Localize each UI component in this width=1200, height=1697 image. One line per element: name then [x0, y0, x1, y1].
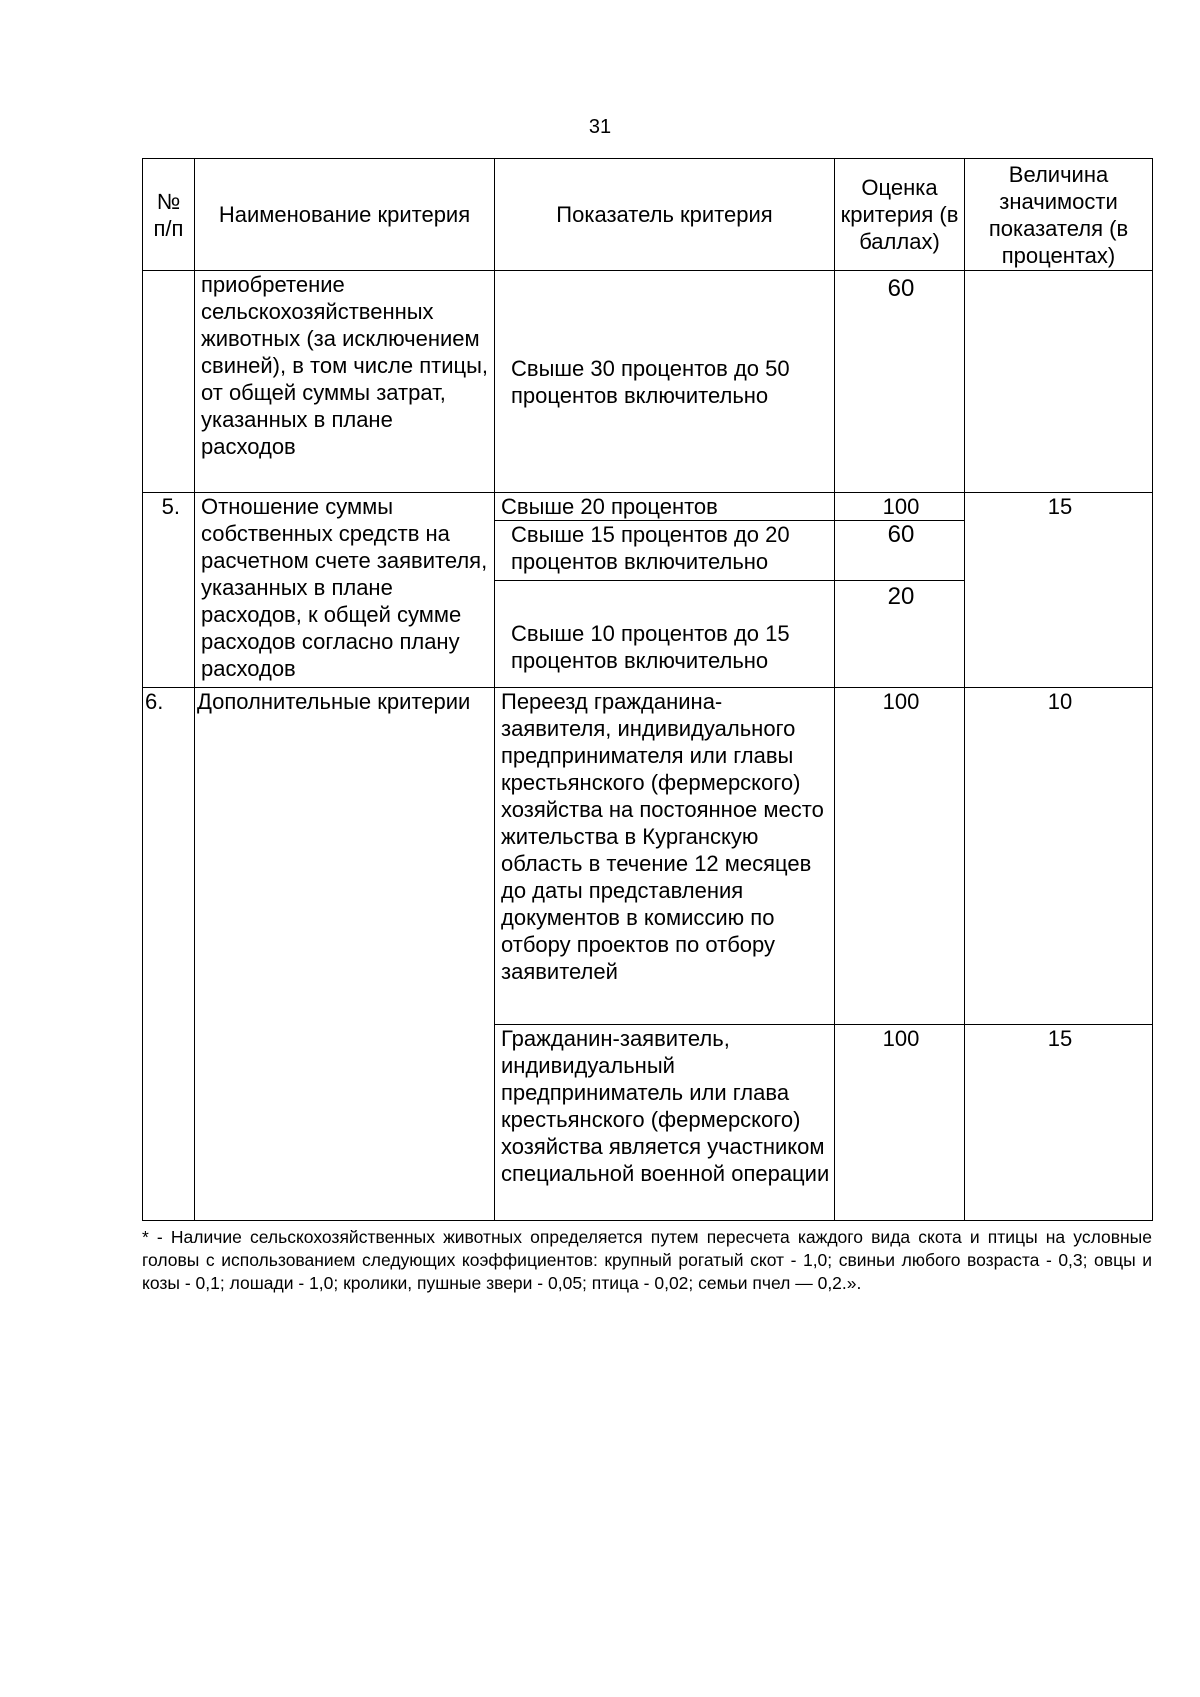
- cell-score: 60: [835, 521, 965, 581]
- header-score: Оценка критерия (в баллах): [835, 159, 965, 271]
- cell-indicator: Свыше 15 процентов до 20 процентов включительно: [495, 521, 835, 581]
- header-num: № п/п: [143, 159, 195, 271]
- cell-score: 100: [835, 1025, 965, 1221]
- cell-indicator: Свыше 20 процентов: [495, 493, 835, 521]
- cell-weight: [965, 271, 1153, 493]
- cell-indicator: Свыше 10 процентов до 15 процентов включительно: [495, 581, 835, 688]
- cell-score: 100: [835, 688, 965, 1025]
- table-header-row: [143, 159, 1153, 271]
- page-number: 31: [588, 116, 612, 138]
- cell-num: 5.: [143, 493, 195, 688]
- header-name: Наименование критерия: [195, 159, 495, 271]
- cell-num: [143, 271, 195, 493]
- table-row: [143, 271, 1153, 493]
- table-row: [143, 493, 1153, 521]
- cell-score: 20: [835, 581, 965, 688]
- header-indicator: Показатель критерия: [495, 159, 835, 271]
- cell-name: Дополнительные критерии: [195, 688, 495, 1221]
- cell-num: 6.: [143, 688, 195, 1221]
- header-weight: Величина значимости показателя (в процентах): [965, 159, 1153, 271]
- cell-name: Отношение суммы собственных средств на расчетном счете заявителя, указанных в плане расходов, к общей сумме расходов согласно плану расходов: [195, 493, 495, 688]
- cell-indicator: Переезд гражданина-заявителя, индивидуального предпринимателя или главы крестьянского (фермерского) хозяйства на постоянное место жительства в Курганскую область в течение 12 месяцев до даты представления документов в комиссию по отбору проектов по отбору заявителей: [495, 688, 835, 1025]
- cell-indicator: Гражданин-заявитель, индивидуальный предприниматель или глава крестьянского (фермерского) хозяйства является участником специальной военной операции: [495, 1025, 835, 1221]
- cell-score: 100: [835, 493, 965, 521]
- cell-weight: 15: [965, 493, 1153, 688]
- cell-weight: 15: [965, 1025, 1153, 1221]
- table-row: [143, 688, 1153, 1025]
- footnote: * - Наличие сельскохозяйственных животных определяется путем пересчета каждого вида скота и птицы на условные головы с использованием следующих коэффициентов: крупный рогатый скот - 1,0; свиньи любого возраста - 0,3; овцы и козы - 0,1; лошади - 1,0; кролики, пушные звери - 0,05; птица - 0,02; семьи пчел — 0,2.».: [142, 1227, 1152, 1293]
- cell-score: 60: [835, 271, 965, 493]
- cell-indicator: Свыше 30 процентов до 50 процентов включительно: [495, 271, 835, 493]
- criteria-table: [142, 158, 1153, 1221]
- cell-weight: 10: [965, 688, 1153, 1025]
- cell-name: приобретение сельскохозяйственных животных (за исключением свиней), в том числе птицы, от общей суммы затрат, указанных в плане расходов: [195, 271, 495, 493]
